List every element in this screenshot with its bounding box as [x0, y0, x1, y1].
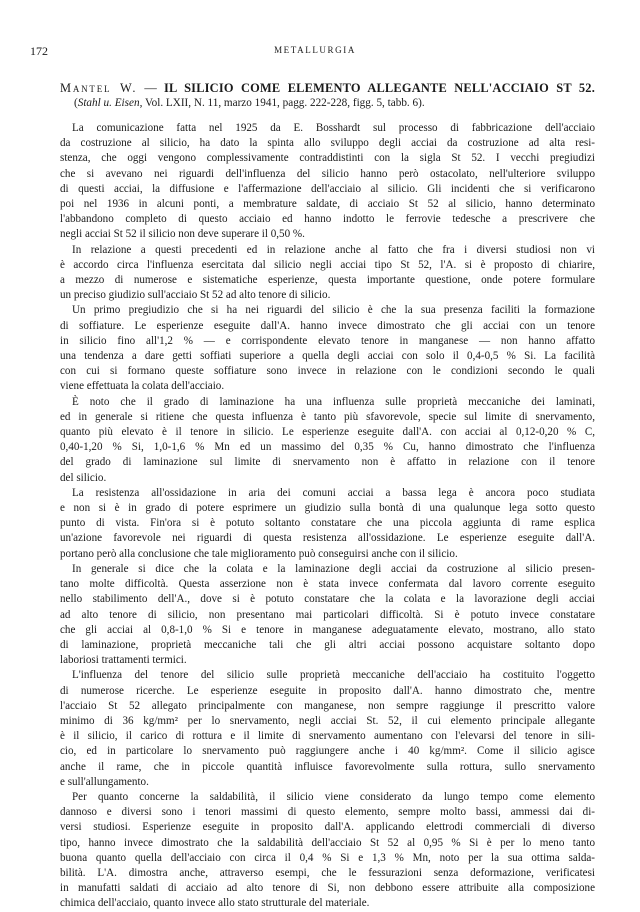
citation-journal: Stahl u. Eisen, [77, 97, 143, 109]
paragraph-line: e sull'allungamento. [60, 775, 149, 788]
paragraph-line: del silicio. [60, 471, 107, 484]
paragraph-line: minimo di 36 kg/mm² per lo snervamento, negli acciai St. 52, il cui elemento principale allegante [60, 714, 595, 727]
paragraph-line: con cui si formano queste soffiature sono invece in relazione con le condizioni secondo le quali [60, 365, 595, 378]
paragraph-line: quanto più elevato è il tenore in silicio. Le esperienze eseguite dall'A. con acciai al 0,12-0,20 % C, [60, 426, 595, 439]
paragraph-line: ed in generale si ritiene che questa influenza è tanto più sfavorevole, specie sul limite di snervamento, [60, 410, 595, 423]
paragraph-line: dannoso e diversi sono i tenori massimi di questo elemento, sempre molto bassi, ammessi dai di- [60, 806, 595, 819]
paragraph-line: e non si è in grado di potere esprimere un giudizio sulla bontà di una qualunque lega sotto questo [60, 502, 595, 515]
body-paragraph [60, 790, 595, 912]
body-paragraph [60, 243, 595, 304]
paragraph-line: in manufatti saldati di acciaio ad alto tenore di Si, non debbono essere attribuite alla composizione [60, 882, 595, 895]
paragraph-line: da costruzione al silicio, ha dato la spinta allo sviluppo degli acciai da costruzione ad alta resi- [60, 137, 595, 150]
body-paragraph [60, 395, 595, 486]
paragraph-line: una tendenza a dare getti soffiati superiore a quella degli acciai con solo il 0,4-0,5 % Si. La facilità [60, 350, 595, 363]
paragraph-line: È noto che il grado di laminazione ha una influenza sulle proprietà meccaniche dei laminati, [72, 395, 595, 408]
heading-separator: — [144, 81, 157, 95]
paragraph-line: è il silicio, il carico di rottura e il limite di snervamento aumentano con l'elevarsi del tenore in sili- [60, 730, 595, 743]
paragraph-line: punto di vista. Fin'ora si è potuto soltanto constatare che una piccola aggiunta di rame esplica [60, 517, 595, 530]
article-citation [60, 96, 595, 111]
paragraph-line: viene effettuata la colata dell'acciaio. [60, 380, 225, 393]
paragraph-line: nello stabilimento dell'A., dove si è potuto constatare che la colata e la lavorazione degli acciai [60, 593, 595, 606]
paragraph-line: La resistenza all'ossidazione in aria dei comuni acciai a bassa lega è ancora poco studiata [72, 486, 595, 499]
paragraph-line: L'influenza del tenore del silicio sulle proprietà meccaniche dell'acciaio ha costituito l'oggetto [72, 669, 595, 682]
paragraph-line: Un primo pregiudizio che si ha nei riguardi del silicio è che la sua presenza faciliti la formazione [72, 304, 595, 317]
paragraph-line: di soffiature. Le esperienze eseguite dall'A. hanno invece dimostrato che gli acciai con un tenore [60, 319, 595, 332]
body-paragraph [60, 562, 595, 668]
paragraph-line: Per quanto concerne la saldabilità, il silicio viene considerato da lungo tempo come elemento [72, 790, 595, 803]
article-body [60, 121, 595, 912]
running-title: METALLURGIA [274, 45, 356, 55]
paragraph-line: anche il rame, che in piccole quantità influisce favorevolmente sulla rottura, sullo snervamento [60, 760, 595, 773]
body-paragraph [60, 121, 595, 243]
article-author: Mantel W. [60, 81, 138, 95]
paragraph-line: è accordo circa l'influenza esercitata dal silicio negli acciai tipo St 52, l'A. si è proposto di chiarire, [60, 258, 595, 271]
paragraph-line: un'azione favorevole nei riguardi di questa resistenza all'ossidazione. Le esperienze eseguite dall'A. [60, 532, 595, 545]
paragraph-line: La comunicazione fatta nel 1925 da E. Bosshardt sul processo di fabbricazione dell'acciaio [72, 122, 595, 134]
citation-open-paren: ( [74, 97, 78, 109]
paragraph-line: chimica dell'acciaio, quanto invece allo stato strutturale del materiale. [60, 897, 370, 910]
body-paragraph [60, 303, 595, 394]
article-heading [60, 80, 595, 96]
paragraph-line: che gli acciai al 0,8-1,0 % Si e tenore in manganese adeguatamente elevato, mostrano, allo stato [60, 623, 595, 636]
paragraph-line: di numerose ricerche. Le esperienze eseguite in proposito dall'A. hanno dimostrato che, mentre [60, 684, 595, 697]
paragraph-line: In relazione a questi precedenti ed in relazione anche al fatto che fra i diversi studiosi non vi [72, 243, 595, 256]
paragraph-line: versi studiosi. Esperienze eseguite in proposito dall'A. applicando elettrodi commerciali di diverso [60, 821, 595, 834]
paragraph-line: l'abbandono completo di questo acciaio ed hanno indotto le ferrovie tedesche a prescrivere che [60, 213, 595, 226]
paragraph-line: di questi acciai, la diffusione e l'affermazione dell'acciaio al silicio. Gli incidenti che si verificarono [60, 182, 595, 195]
citation-details: Vol. LXII, N. 11, marzo 1941, pagg. 222-228, figg. 5, tabb. 6). [144, 97, 425, 109]
paragraph-line: di laminazione, proprietà meccaniche tali che gli altri acciai possono acquistare soltanto dopo [60, 638, 595, 651]
article [60, 80, 595, 912]
paragraph-line: un preciso giudizio sull'acciaio St 52 ad alto tenore di silicio. [60, 289, 331, 302]
body-paragraph [60, 668, 595, 790]
paragraph-line: tipo, hanno invece dimostrato che la saldabilità dell'acciaio St 52 al 0,95 % Si è per lo meno tanto [60, 836, 595, 849]
paragraph-line: buona quanto quella dell'acciaio con circa il 0,4 % Si e 1,3 % Mn, noto per la sua ottima salda- [60, 851, 595, 864]
paragraph-line: cio, ed in particolare lo snervamento può raggiungere anche i 40 kg/mm². Come il silicio agisce [60, 745, 595, 758]
paragraph-line: del grado di laminazione sul limite di snervamento non è affatto in relazione con il tenore [60, 456, 595, 469]
paragraph-line: poi nel 1936 in alcuni ponti, a membrature saldate, di acciaio St 52 al silicio, hanno determinato [60, 198, 595, 211]
page-header [30, 44, 600, 60]
paragraph-line: ad alto tenore di silicio, non presentano mai particolari difficoltà. Si è potuto invece constatare [60, 608, 595, 621]
article-title: IL SILICIO COME ELEMENTO ALLEGANTE NELL'ACCIAIO ST 52. [163, 81, 595, 95]
paragraph-line: a mezzo di numerose e sistematiche esperienze, questa importante questione, onde potere formulare [60, 274, 595, 287]
paragraph-line: In generale si dice che la colata e la laminazione degli acciai da costruzione al silicio presen- [72, 562, 595, 575]
paragraph-line: laboriosi trattamenti termici. [60, 654, 187, 667]
paragraph-line: stenza, che oggi vengono complessivamente contraddistinti con la sigla St 52. I vecchi pregiudizi [60, 152, 595, 165]
body-paragraph [60, 486, 595, 562]
paragraph-line: che si avevano nei riguardi dell'influenza del silicio hanno però ostacolato, nell'ulteriore sviluppo [60, 167, 595, 180]
paragraph-line: 0,40-1,20 % Si, 1,0-1,6 % Mn ed un massimo del 0,35 % Cu, hanno dimostrato che l'influenza [60, 441, 595, 454]
paragraph-line: bilità. L'A. dimostra anche, attraverso esempi, che le fessurazioni senza deformazione, verificatesi [60, 866, 595, 879]
paragraph-line: in silicio fino all'1,2 % — e corrispondente elevato tenore in manganese — non hanno affatto [60, 334, 595, 347]
paragraph-line: negli acciai St 52 il silicio non deve superare il 0,50 %. [60, 228, 305, 241]
paragraph-line: tano molte difficoltà. Questa asserzione non è stata invece confermata dal lavoro corrente eseguito [60, 578, 595, 591]
paragraph-line: portano però alla conclusione che tale miglioramento può conseguirsi anche con il silicio. [60, 547, 458, 560]
paragraph-line: l'acciaio St 52 allegato principalmente con manganese, non sempre raggiunge il prescritto valore [60, 699, 595, 712]
page-number: 172 [30, 44, 48, 58]
